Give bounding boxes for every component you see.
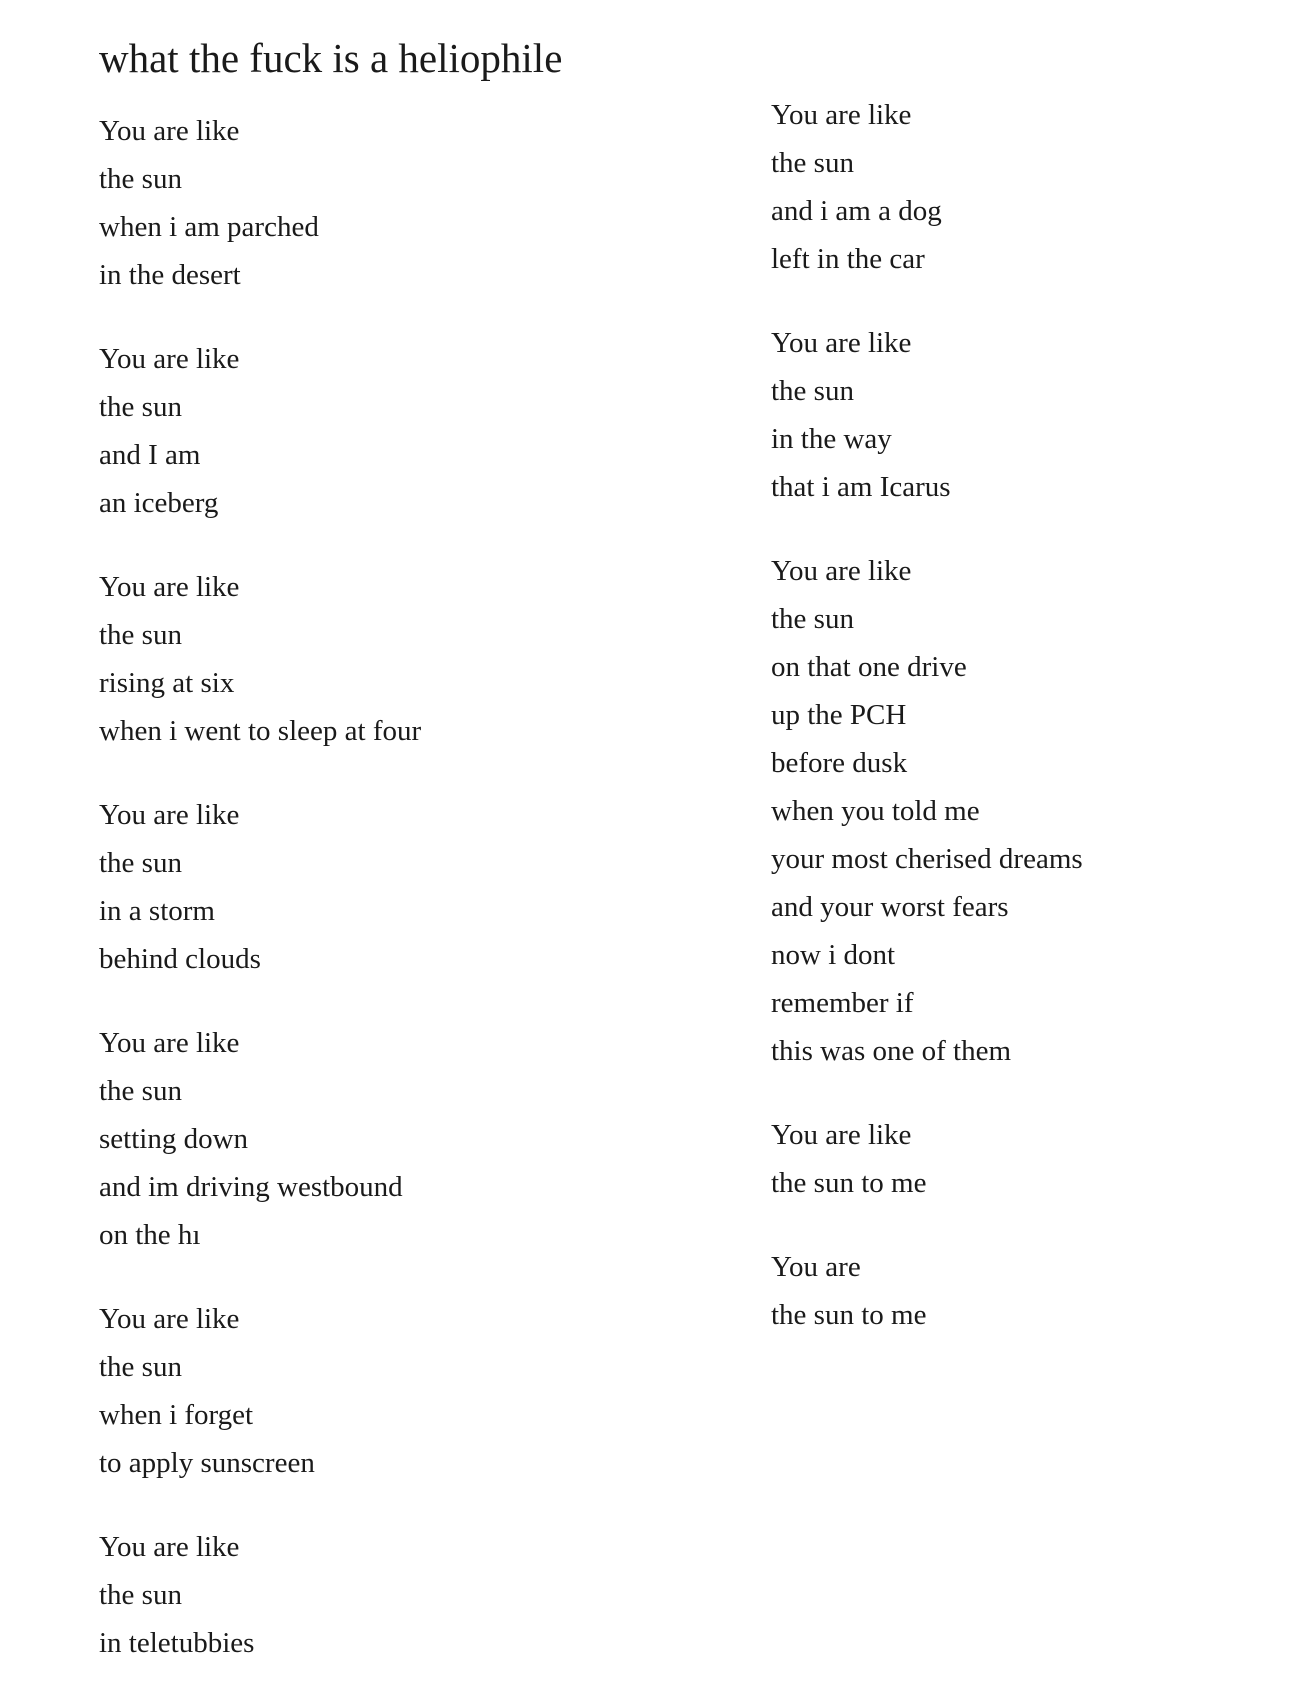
poem-line: remember if: [771, 987, 914, 1019]
poem-line: on the hı: [99, 1219, 201, 1251]
poem-line: You are like: [99, 115, 240, 147]
poem-line: before dusk: [771, 747, 908, 779]
poem-line: setting down: [99, 1123, 249, 1155]
stanza: [771, 91, 1290, 283]
poem-line: in the desert: [99, 259, 241, 291]
poem-line: on that one drive: [771, 651, 967, 683]
poem-column-right: [771, 91, 1290, 1375]
poem-line: You are like: [99, 1303, 240, 1335]
poem-line: You are: [771, 1251, 861, 1283]
poem-line: You are like: [771, 555, 912, 587]
poem-line: You are like: [771, 327, 912, 359]
poem-line: You are like: [771, 99, 912, 131]
poem-line: your most cherised dreams: [771, 843, 1083, 875]
poem-line: when you told me: [771, 795, 980, 827]
poem-line: and I am: [99, 439, 201, 471]
stanza: [771, 1111, 1290, 1207]
poem-line: up the PCH: [771, 699, 907, 731]
poem-line: when i am parched: [99, 211, 319, 243]
poem-line: an iceberg: [99, 487, 219, 519]
poem-line: the sun: [99, 1075, 182, 1107]
stanza: [99, 563, 659, 755]
poem-line: when i forget: [99, 1399, 254, 1431]
poem-line: the sun: [99, 847, 182, 879]
poem-line: You are like: [99, 1531, 240, 1563]
poem-line: in teletubbies: [99, 1627, 255, 1659]
stanza: [99, 1295, 659, 1487]
poem-line: in a storm: [99, 895, 215, 927]
stanza: [771, 319, 1290, 511]
poem-line: the sun: [771, 603, 854, 635]
poem-line: You are like: [99, 1027, 240, 1059]
poem-line: You are like: [99, 799, 240, 831]
poem-line: in the way: [771, 423, 892, 455]
stanza: [99, 1019, 659, 1259]
poem-line: the sun: [99, 391, 182, 423]
poem-line: the sun: [99, 163, 182, 195]
poem-line: the sun: [771, 147, 854, 179]
poem-line: the sun to me: [771, 1299, 927, 1331]
poem-line: the sun: [99, 619, 182, 651]
stanza: [771, 547, 1290, 1075]
poem-column-left: [99, 107, 659, 1703]
poem-line: to apply sunscreen: [99, 1447, 315, 1479]
stanza: [99, 791, 659, 983]
poem-line: left in the car: [771, 243, 925, 275]
poem-line: You are like: [771, 1119, 912, 1151]
stanza: [771, 1243, 1290, 1339]
poem-line: the sun: [99, 1351, 182, 1383]
poem-line: rising at six: [99, 667, 235, 699]
poem-line: the sun to me: [771, 1167, 927, 1199]
poem-line: You are like: [99, 343, 240, 375]
stanza: [99, 1523, 659, 1667]
poem-title: what the fuck is a heliophile: [99, 35, 563, 81]
poem-line: when i went to sleep at four: [99, 715, 422, 747]
poem-line: and im driving westbound: [99, 1171, 403, 1203]
stanza: [99, 107, 659, 299]
poem-line: behind clouds: [99, 943, 261, 975]
stanza: [99, 335, 659, 527]
poem-line: and i am a dog: [771, 195, 942, 227]
poem-line: the sun: [771, 375, 854, 407]
poem-line: that i am Icarus: [771, 471, 951, 503]
poem-line: this was one of them: [771, 1035, 1012, 1067]
poem-line: You are like: [99, 571, 240, 603]
poem-line: the sun: [99, 1579, 182, 1611]
poem-line: and your worst fears: [771, 891, 1009, 923]
poem-line: now i dont: [771, 939, 896, 971]
